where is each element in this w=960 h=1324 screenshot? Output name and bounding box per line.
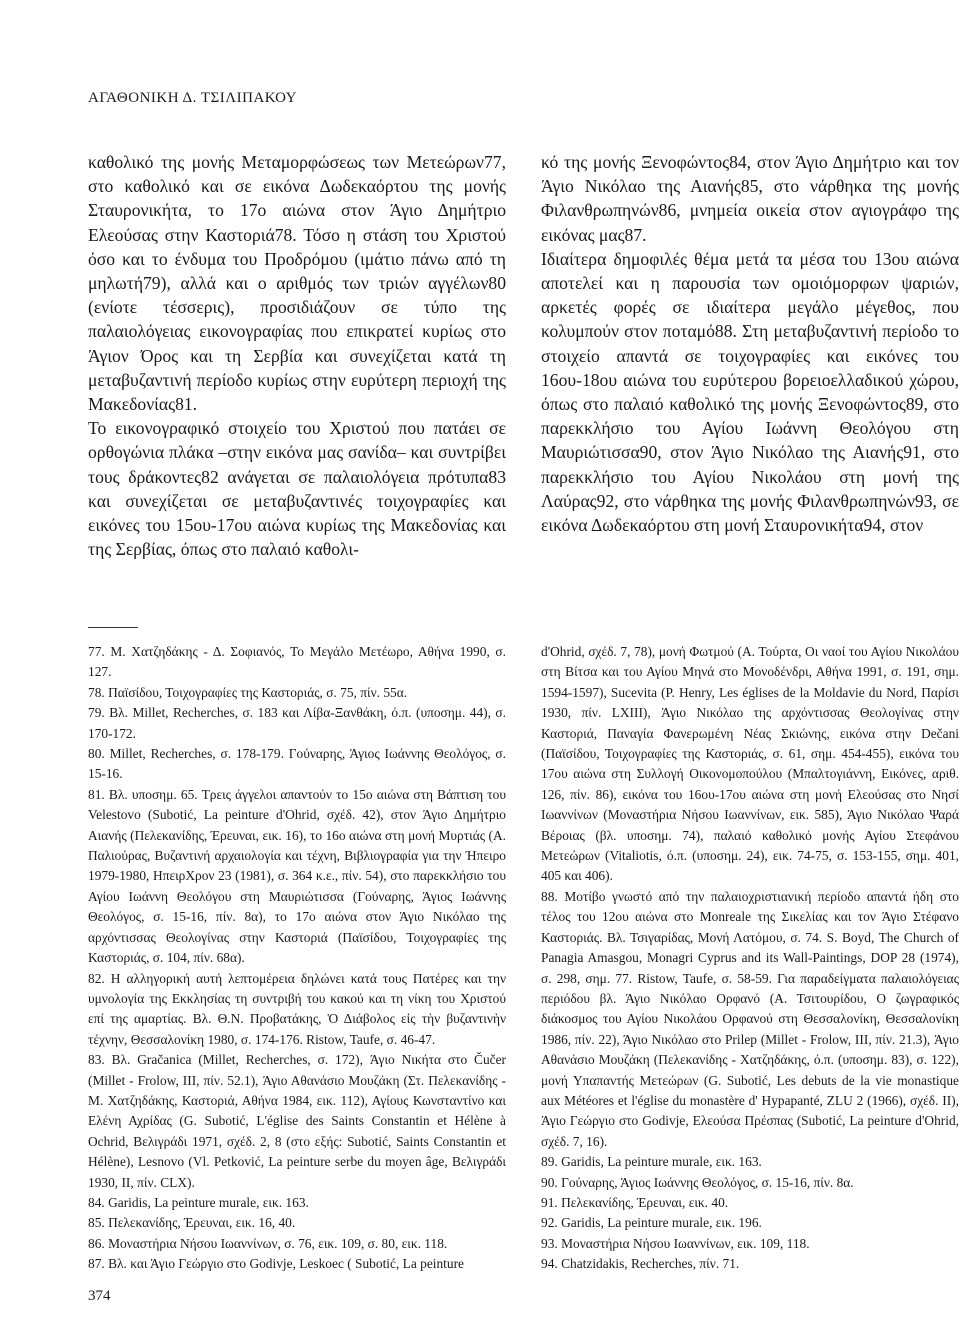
body-paragraph: Το εικονογραφικό στοιχείο του Χριστού που πατάει σε ορθογώνια πλάκα –στην εικόνα μας σανίδα– και συντρίβει τους δράκοντες82 ανάγεται σε παλαιολόγεια πρότυπα83 και συνεχίζεται σε μεταβυζαντινές τοιχογραφίες και εικόνες του 15ου-17ου αιώνα κυρίως της Μακεδονίας και της Σερβίας, όπως στο παλαιό καθολι- bbox=[88, 418, 506, 560]
body-column-right bbox=[541, 150, 959, 537]
footnote: 94. Chatzidakis, Recherches, πίν. 71. bbox=[541, 1256, 740, 1272]
footnote: 84. Garidis, La peinture murale, εικ. 163. bbox=[88, 1194, 309, 1210]
footnote: 93. Μοναστήρια Νήσου Ιωαννίνων, εικ. 109, 118. bbox=[541, 1235, 810, 1251]
footnote: 90. Γούναρης, Άγιος Ιωάννης Θεολόγος, σ. 15-16, πίν. 8α. bbox=[541, 1174, 854, 1190]
body-paragraph: Ιδιαίτερα δημοφιλές θέμα μετά τα μέσα του 13ου αιώνα αποτελεί και η παρουσία των ομοιόμορφων ψαριών, αρκετές φορές σε ιδιαίτερα μεγάλο μέγεθος, που κολυμπούν στον ποταμό88. Στη μεταβυζαντινή περίοδο το στοιχείο απαντά σε τοιχογραφίες και εικόνες του 16ου-18ου αιώνα του ευρύτερου βορειοελλαδικού χώρου, όπως στο παλαιό καθολικό της μονής Ξενοφώντος89, στο παρεκκλήσιο του Αγίου Ιωάννη Θεολόγου στη Μαυριώτισσα90, στον Άγιο Νικόλαο της Αιανής91, στο παρεκκλήσιο του Αγίου Νικολάου στη μονή της Λαύρας92, στο νάρθηκα της μονής Φιλανθρωπηνών93, σε εικόνα Δωδεκαόρτου στη μονή Σταυρονικήτα94, στον bbox=[541, 248, 959, 536]
body-column-left bbox=[88, 150, 506, 561]
footnote: 81. Βλ. υποσημ. 65. Τρεις άγγελοι απαντούν το 15ο αιώνα στη Βάπτιση του Velestovo (Subotić, La peinture d'Ohrid, σχέδ. 42), στον Άγιο Δημήτριο Αιανής (Πελεκανίδης, Έρευναι, εικ. 16), το 16ο αιώνα στη μονή Μυρτιάς (Α. Παλιούρας, Βυζαντινή αρχαιολογία και τέχνη, Βιβλιογραφία για την Ήπειρο 1979-1980, ΗπειρΧρον 23 (1981), σ. 364 κ.ε., πίν. 54), στο παρεκκλήσιο του Αγίου Ιωάννη Θεολόγου στη Μαυριώτισσα (Γούναρης, Άγιος Ιωάννης Θεολόγος, σ. 15-16, πίν. 8α), το 17ο αιώνα στον Άγιο Νικόλαο της αρχόντισσας Θεολογίνας στην Καστοριά (Παϊσίδου, Τοιχογραφίες της Καστοριάς, σ. 104, πίν. 68α). bbox=[88, 786, 506, 966]
footnote: 78. Παϊσίδου, Τοιχογραφίες της Καστοριάς, σ. 75, πίν. 55α. bbox=[88, 684, 408, 700]
footnote: 82. Η αλληγορική αυτή λεπτομέρεια δηλώνει κατά τους Πατέρες και την υμνολογία της Εκκλησίας τη συντριβή του κακού και τη νίκη του Χριστού επί της αμαρτίας. Βλ. Θ.Ν. Προβατάκης, Ὁ Διάβολος εἰς τὴν βυζαντινὴν τέχνην, Θεσσαλονίκη 1980, σ. 174-176. Ristow, Taufe, σ. 46-47. bbox=[88, 970, 506, 1047]
footnote: 89. Garidis, La peinture murale, εικ. 163. bbox=[541, 1154, 762, 1170]
footnote: d'Ohrid, σχέδ. 7, 78), μονή Φωτμού (Α. Τούρτα, Οι ναοί του Αγίου Νικολάου στη Βίτσα και του Αγίου Μηνά στο Μονοδένδρι, Αθήνα 1991, σ. 191, σημ. 1594-1597), Sucevita (P. Henry, Les églises de la Moldavie du Nord, Παρίσι 1930, πίν. LXIII), Άγιο Νικόλαο της αρχόντισσας Θεολογίνας στην Καστοριά, Παναγία Φανερωμένη Νέας Σκιώνης, εικόνα στην Dečani (Παϊσίδου, Τοιχογραφίες της Καστοριάς, σ. 61, σημ. 454-455), εικόνα του 17ου αιώνα στη Συλλογή Οικονομοπούλου (Μπαλτογιάννη, Εικόνες, αριθ. 126, πίν. 86), εικόνα του 16ου-17ου αιώνα στη μονή Ελεούσας στο Νησί Ιωαννίνων (Μοναστήρια Νήσου Ιωαννίνων, εικ. 585), Άγιο Νικόλαο Ψαρά Βέροιας (βλ. υποσημ. 74), παλαιό καθολικό μονής Αγίου Στεφάνου Μετεώρων (Vitaliotis, ό.π. (υποσημ. 24), εικ. 74-75, σ. 153-155, σημ. 401, 405 και 406). bbox=[541, 644, 959, 884]
page-number: 374 bbox=[88, 1288, 111, 1304]
footnote: 87. Βλ. και Άγιο Γεώργιο στο Godivje, Leskoec ( Subotić, La peinture bbox=[88, 1256, 464, 1272]
footnotes-column-right bbox=[541, 642, 959, 1275]
footnote: 79. Βλ. Millet, Recherches, σ. 183 και Λίβα-Ξανθάκη, ό.π. (υποσημ. 44), σ. 170-172. bbox=[88, 705, 506, 741]
footnote: 92. Garidis, La peinture murale, εικ. 196. bbox=[541, 1215, 762, 1231]
footnote: 85. Πελεκανίδης, Έρευναι, εικ. 16, 40. bbox=[88, 1215, 296, 1231]
body-paragraph: καθολικό της μονής Μεταμορφώσεως των Μετεώρων77, στο καθολικό και σε εικόνα Δωδεκαόρτου της μονής Σταυρονικήτα, το 17ο αιώνα στον Άγιο Δημήτριο Ελεούσας στην Καστοριά78. Τόσο η στάση του Χριστού όσο και το ένδυμα του Προδρόμου (ιμάτιο πάνω από τη μηλωτή79), αλλά και ο αριθμός των τριών αγγέλων80 (ενίοτε τέσσερις), προσιδιάζουν σε τύπο της παλαιολόγειας εικονογραφίας που επικρατεί κυρίως στο Άγιον Όρος και τη Σερβία και συνεχίζεται κατά τη μεταβυζαντινή περίοδο κυρίως στην ευρύτερη περιοχή της Μακεδονίας81. bbox=[88, 152, 506, 415]
body-paragraph: κό της μονής Ξενοφώντος84, στον Άγιο Δημήτριο και τον Άγιο Νικόλαο της Αιανής85, στο νάρθηκα της μονής Φιλανθρωπηνών86, μνημεία οικεία στον αγιογράφο της εικόνας μας87. bbox=[541, 152, 959, 245]
footnote: 88. Μοτίβο γνωστό από την παλαιοχριστιανική περίοδο απαντά ήδη στο τέλος του 12ου αιώνα στο Monreale της Σικελίας και τον Άγιο Στέφανο Καστοριάς. Βλ. Τσιγαρίδας, Μονή Λατόμου, σ. 74. S. Boyd, The Church of Panagia Amasgou, Monagri Cyprus and its Wall-Paintings, DOP 28 (1974), σ. 298, σημ. 77. Ristow, Taufe, σ. 58-59. Για παραδείγματα παλαιολόγειας περιόδου βλ. Άγιο Νικόλαο Ορφανό (Α. Τσιτουρίδου, Ο ζωγραφικός διάκοσμος του Αγίου Νικολάου Ορφανού στη Θεσσαλονίκη, Θεσσαλονίκη 1986, πίν. 22), Άγιο Νικόλαο στο Prilep (Millet - Frolow, III, πίν. 21.3), Άγιο Αθανάσιο Μουζάκη (Πελεκανίδης - Χατζηδάκης, ό.π. (υποσημ. 83), σ. 122), μονή Υπαπαντής Μετεώρων (G. Subotić, Les debuts de la vie monastique aux Météores et l'église du monastère d' Hypapanté, ZLU 2 (1966), σχέδ. II), Άγιο Γεώργιο στο Godivje, Ελεούσα Πρέσπας (Subotić, La peinture d'Ohrid, σχέδ. 7, 16). bbox=[541, 888, 959, 1149]
footnote-separator bbox=[88, 627, 138, 628]
footnote: 80. Millet, Recherches, σ. 178-179. Γούναρης, Άγιος Ιωάννης Θεολόγος, σ. 15-16. bbox=[88, 746, 506, 782]
footnote: 91. Πελεκανίδης, Έρευναι, εικ. 40. bbox=[541, 1194, 729, 1210]
footnote: 77. Μ. Χατζηδάκης - Δ. Σοφιανός, Το Μεγάλο Μετέωρο, Αθήνα 1990, σ. 127. bbox=[88, 644, 506, 680]
footnotes-column-left bbox=[88, 642, 506, 1275]
footnote: 86. Μοναστήρια Νήσου Ιωαννίνων, σ. 76, εικ. 109, σ. 80, εικ. 118. bbox=[88, 1235, 448, 1251]
running-header: ΑΓΑΘΟΝΙΚΗ Δ. ΤΣΙΛΙΠΑΚΟΥ bbox=[88, 90, 297, 106]
footnote: 83. Βλ. Gračanica (Millet, Recherches, σ. 172), Άγιο Νικήτα στο Čučer (Millet - Frolow, III, πίν. 52.1), Άγιο Αθανάσιο Μουζάκη (Στ. Πελεκανίδης - Μ. Χατζηδάκης, Καστοριά, Αθήνα 1984, εικ. 112), Αγίους Κωνσταντίνο και Ελένη Αχρίδας (G. Subotić, L'église des Saints Constantin et Hélène à Ochrid, Βελιγράδι 1971, σχέδ. 2, 8 (στο εξής: Subotić, Saints Constantin et Hélène), Lesnovo (Vl. Petković, La peinture serbe du moyen âge, Βελιγράδι 1930, II, πίν. CLX). bbox=[88, 1052, 506, 1190]
